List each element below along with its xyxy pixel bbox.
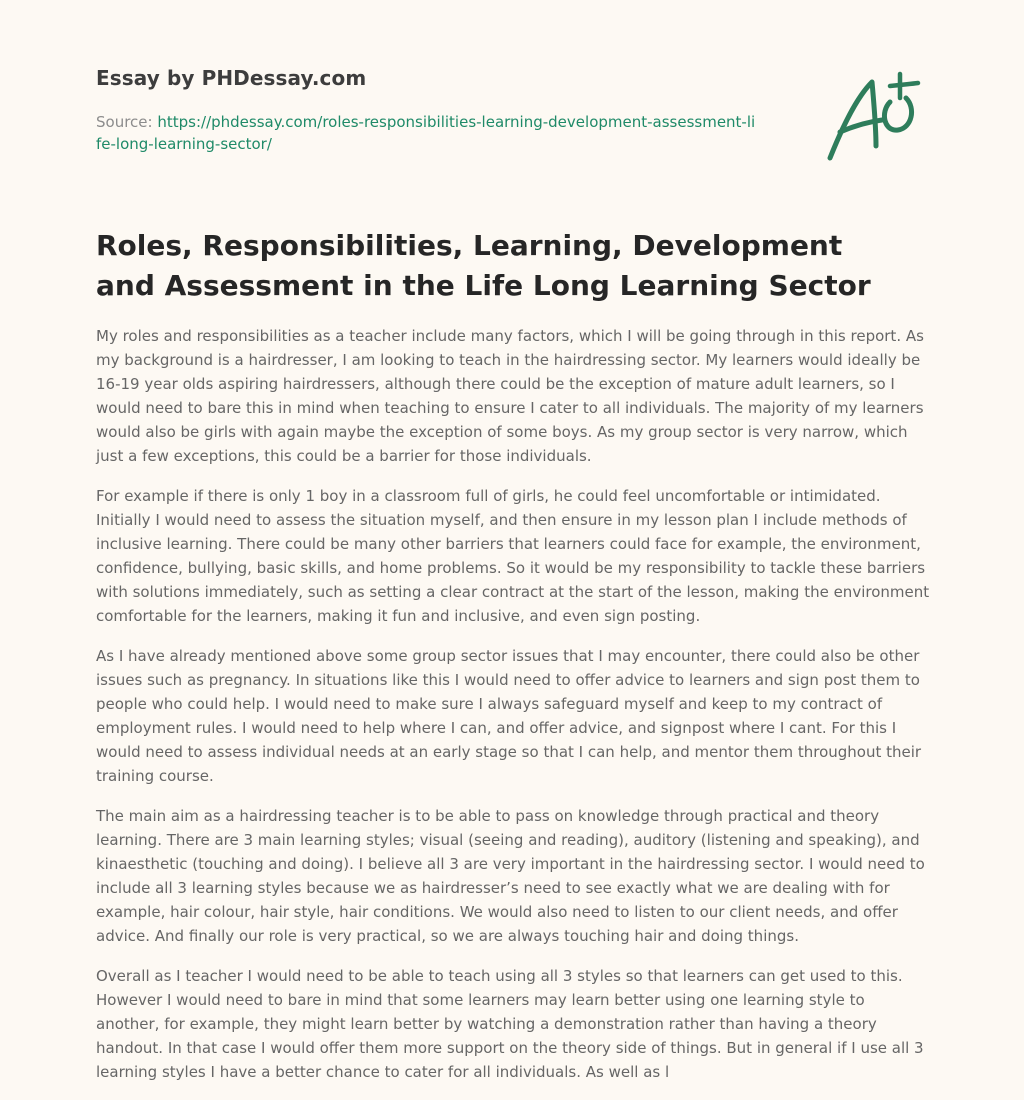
paragraph: As I have already mentioned above some group sector issues that I may encounter, there could also be other issues such as pregnancy. In situations like this I would need to offer advice to learners and sign post them to people who could help. I would need to make sure I always safeguard myself and keep to my contract of employment rules. I would need to help where I can, and offer advice, and signpost where I cant. For this I would need to assess individual needs at an early stage so that I can help, and mentor them throughout their training course. <box>96 647 922 785</box>
essay-title: Roles, Responsibilities, Learning, Development and Assessment in the Life Long Learning Sector <box>96 229 871 302</box>
site-brand: Essay by PHDessay.com <box>96 66 367 90</box>
paragraph: For example if there is only 1 boy in a classroom full of girls, he could feel uncomfortable or intimidated. Initially I would need to assess the situation myself, and then ensure in my lesson plan I include methods of inclusive learning. There could be many other barriers that learners could face for example, the environment, confidence, bullying, basic skills, and home problems. So it would be my responsibility to tackle these barriers with solutions immediately, such as setting a clear contract at the start of the lesson, making the environment comfortable for the learners, making it fun and inclusive, and even sign posting. <box>96 487 930 625</box>
essay-body <box>96 324 930 1100</box>
source-label: Source: <box>96 113 153 131</box>
source-line <box>96 111 756 155</box>
paragraph: The main aim as a hairdressing teacher is to be able to pass on knowledge through practical and theory learning. There are 3 main learning styles; visual (seeing and reading), auditory (listening and speaking), and kinaesthetic (touching and doing). I believe all 3 are very important in the hairdressing sector. I would need to include all 3 learning styles because we as hairdresser’s need to see exactly what we are dealing with for example, hair colour, hair style, hair conditions. We would also need to listen to our client needs, and offer advice. And finally our role is very practical, so we are always touching hair and doing things. <box>96 807 925 945</box>
paragraph: My roles and responsibilities as a teacher include many factors, which I will be going through in this report. As my background is a hairdresser, I am looking to teach in the hairdressing sector. My learners would ideally be 16-19 year olds aspiring hairdressers, although there could be the exception of mature adult learners, so I would need to bare this in mind when teaching to ensure I cater to all individuals. The majority of my learners would also be girls with again maybe the exception of some boys. As my group sector is very narrow, which just a few exceptions, this could be a barrier for those individuals. <box>96 327 924 465</box>
source-link[interactable]: https://phdessay.com/roles-responsibilities-learning-development-assessment-life-long-learning-sector/ <box>96 113 756 153</box>
paragraph: Overall as I teacher I would need to be able to teach using all 3 styles so that learners can get used to this. However I would need to bare in mind that some learners may learn better using one learning style to another, for example, they might learn better by watching a demonstration rather than having a theory handout. In that case I would offer them more support on the theory side of things. But in general if I use all 3 learning styles I have a better chance to cater for all individuals. As well as l <box>96 967 924 1081</box>
a-plus-grade-icon <box>820 68 924 164</box>
